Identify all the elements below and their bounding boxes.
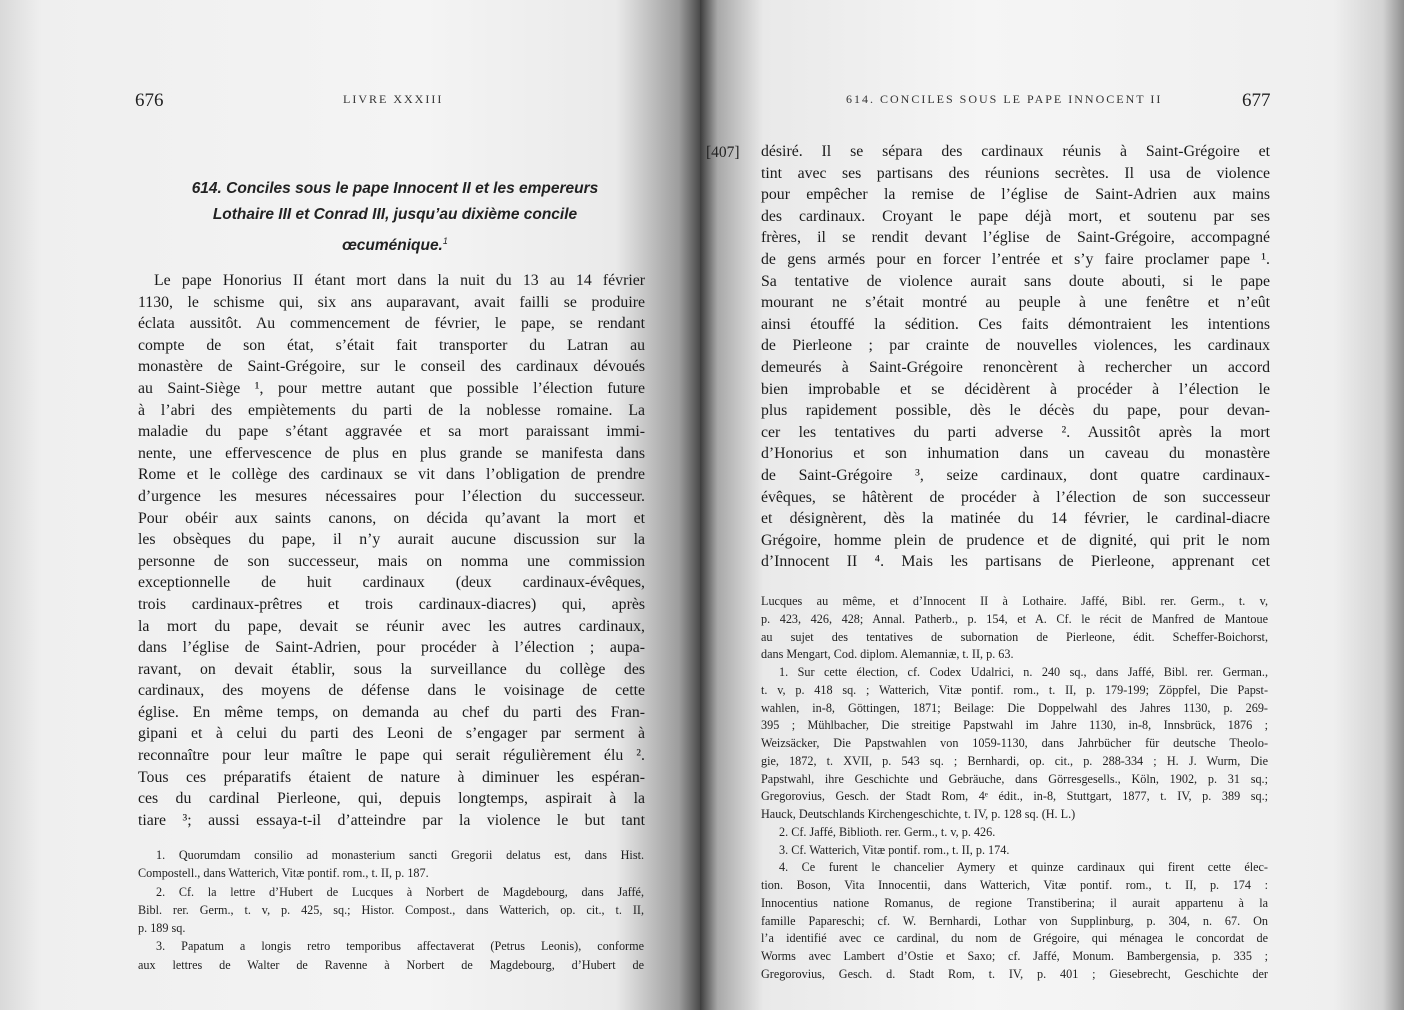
footnote-line: Gregorovius, Gesch. der Stadt Rom, 4ᵉ édit., in-8, Stuttgart, 1877, t. IV, p. 389 sq.; bbox=[761, 789, 1268, 804]
body-line: au Saint-Siège ¹, pour mettre autant que possible l’élection future bbox=[138, 379, 645, 397]
footnote-line: gie, 1872, t. XVII, p. 543 sq. ; Bernhardi, op. cit., p. 288-334 ; H. J. Wurm, Die bbox=[761, 753, 1268, 768]
body-line: demeurés à Saint-Grégoire renoncèrent à rechercher un accord bbox=[761, 358, 1270, 376]
title-line: œcuménique. bbox=[342, 237, 443, 255]
body-line: mourant ne s’était montré au peuple à une fenêtre et n’eût bbox=[761, 294, 1270, 312]
title-note-mark: 1 bbox=[442, 236, 448, 246]
left-page bbox=[0, 0, 700, 1010]
footnote-line: dans Mengart, Cod. diplom. Alemanniæ, t. II, p. 63. bbox=[761, 647, 1014, 662]
footnote-line: Papstwahl, ihre Geschichte und Gebräuche, dans Görresgesells., Köln, 1902, p. 31 sq.; bbox=[761, 771, 1268, 786]
body-line: de Pierleone ; par crainte de nouvelles violences, les cardinaux bbox=[761, 337, 1270, 355]
body-line: dans l’église de Saint-Adrien, pour procéder à l’élection ; aupa- bbox=[138, 639, 645, 657]
right-page-number: 677 bbox=[1242, 90, 1271, 111]
footnote-line: Innocentius natione Romanus, de regione Transtiberina; il aurait appartenu à la bbox=[761, 895, 1268, 910]
footnote-line: 1. Sur cette élection, cf. Codex Udalrici, n. 240 sq., dans Jaffé, Bibl. rer. German., bbox=[779, 665, 1268, 679]
body-line: et désignèrent, dès la matinée du 14 février, le cardinal-diacre bbox=[761, 510, 1270, 528]
footnote-line: p. 189 sq. bbox=[138, 921, 186, 936]
right-footnotes bbox=[761, 593, 1268, 984]
body-line: ravant, on devait établir, sous la surveillance du collège des bbox=[138, 660, 645, 678]
body-line: désiré. Il se sépara des cardinaux réunis à Saint-Grégoire et bbox=[761, 143, 1270, 160]
footnote-line: Compostell., dans Watterich, Vitæ pontif. rom., t. II, p. 187. bbox=[138, 866, 429, 881]
body-line: à l’abri des empiètements du parti de la noblesse romaine. La bbox=[138, 401, 645, 419]
body-line: compte de son état, s’était fait transporter du Latran au bbox=[138, 336, 645, 354]
body-line: bien improbable et se décidèrent à procéder à l’élection le bbox=[761, 380, 1270, 398]
body-line: de Saint-Grégoire ³, seize cardinaux, dont quatre cardinaux- bbox=[761, 466, 1270, 484]
body-line: de gens armés pour en forcer l’entrée et s’y faire proclamer pape ¹. bbox=[761, 250, 1270, 268]
section-title bbox=[145, 176, 645, 259]
body-line: monastère de Saint-Grégoire, sur le conseil des cardinaux dévoués bbox=[138, 358, 645, 376]
footnote-line: Weizsäcker, Die Papstwahlen von 1059-1130, dans Jahrbücher für deutsche Theolo- bbox=[761, 736, 1268, 750]
right-body-text bbox=[761, 141, 1270, 573]
body-line: reconnaître pour leur maître le pape qui serait régulièrement élu ². bbox=[138, 747, 645, 765]
body-line: d’urgence les mesures nécessaires pour l’élection du successeur. bbox=[138, 487, 645, 505]
footnote-line: Bibl. rer. Germ., t. v, p. 425, sq.; Histor. Compost., dans Watterich, op. cit., t. II, bbox=[138, 902, 644, 917]
footnote-line: 3. Cf. Watterich, Vitæ pontif. rom., t. II, p. 174. bbox=[779, 842, 1010, 857]
footnote-line: Gregorovius, Gesch. d. Stadt Rom, t. IV, p. 401 ; Giesebrecht, Geschichte der bbox=[761, 966, 1268, 981]
title-line: 614. Conciles sous le pape Innocent II et les empereurs bbox=[191, 180, 599, 197]
left-running-head: LIVRE XXXIII bbox=[343, 92, 444, 106]
footnote-line: p. 423, 426, 428; Annal. Patherb., p. 154, et A. Cf. le récit de Manfred de Mantoue bbox=[761, 611, 1268, 626]
footnote-line: 1. Quorumdam consilio ad monasterium sancti Gregorii delatus est, dans Hist. bbox=[156, 848, 644, 862]
body-line: église. En même temps, on demanda au chef du parti des Fran- bbox=[138, 703, 645, 721]
body-line: 1130, le schisme qui, six ans auparavant, avait failli se produire bbox=[138, 293, 645, 311]
body-line: personne de son successeur, mais on nomma une commission bbox=[138, 552, 645, 570]
body-line: gipani et à celui du parti des Leoni de s’engager par serment à bbox=[138, 725, 645, 743]
footnote-line: 2. Cf. la lettre d’Hubert de Lucques à Norbert de Magdebourg, dans Jaffé, bbox=[156, 884, 644, 899]
footnote-line: Hauck, Deutschlands Kirchengeschichte, t. IV, p. 128 sq. (H. L.) bbox=[761, 807, 1076, 821]
footnote-line: wahlen, in-8, Göttingen, 1871; Beilage: Die Doppelwahl des Jahres 1130, p. 269- bbox=[761, 700, 1268, 715]
footnote-line: Worms avec Lambert d’Ostie et Saxo; cf. Jaffé, Monum. Bambergensia, p. 335 ; bbox=[761, 949, 1268, 963]
body-line: cer les tentatives du parti adverse ². Aussitôt après la mort bbox=[761, 423, 1270, 441]
footnote-line: 3. Papatum a longis retro temporibus affectaverat (Petrus Leonis), conforme bbox=[156, 939, 644, 954]
body-line: frères, il se rendit devant l’église de Saint-Grégoire, accompagné bbox=[761, 229, 1270, 247]
footnote-line: aux lettres de Walter de Ravenne à Norbert de Magdebourg, d’Hubert de bbox=[138, 957, 644, 972]
body-line: les obsèques du pape, il n’y aurait aucune discussion sur la bbox=[138, 531, 645, 549]
footnote-line: t. v, p. 418 sq. ; Watterich, Vitæ pontif. rom., t. II, p. 179-199; Zöppfel, Die Papst- bbox=[761, 682, 1268, 697]
body-line: Grégoire, homme plein de prudence et de dignité, qui prit le nom bbox=[761, 531, 1270, 549]
left-footnotes bbox=[138, 846, 644, 974]
body-line: Le pape Honorius II étant mort dans la nuit du 13 au 14 février bbox=[154, 272, 645, 289]
footnote-line: tion. Boson, Vita Innocentii, dans Watterich, Vitæ pontif. rom., t. II, p. 174 : bbox=[761, 878, 1268, 892]
body-line: Pour obéir aux saints canons, on décida qu’avant la mort et bbox=[138, 509, 645, 527]
footnote-line: famille Papareschi; cf. W. Bernhardi, Lothar von Supplinburg, p. 304, n. 67. On bbox=[761, 913, 1268, 928]
body-line: plus rapidement possible, dès le décès du pape, pour devan- bbox=[761, 402, 1270, 420]
body-line: tint avec ses partisans des réunions secrètes. Il usa de violence bbox=[761, 164, 1270, 182]
left-body-text bbox=[138, 270, 645, 831]
body-line: éclata aussitôt. Au commencement de février, le pape, se rendant bbox=[138, 315, 645, 333]
body-line: Tous ces préparatifs étaient de nature à diminuer les espéran- bbox=[138, 768, 645, 786]
footnote-line: 395 ; Mühlbacher, Die streitige Papstwahl im Jahre 1130, in-8, Innsbrück, 1876 ; bbox=[761, 718, 1268, 733]
footnote-line: l’a identifié avec ce cardinal, du nom de Grégoire, qui ménagea le concordat de bbox=[761, 931, 1268, 946]
body-line: ces du cardinal Pierleone, qui, depuis longtemps, aspirait à la bbox=[138, 790, 645, 808]
body-line: d’Innocent II ⁴. Mais les partisans de Pierleone, apprenant cet bbox=[761, 553, 1270, 571]
body-line: trois cardinaux-prêtres et trois cardinaux-diacres) qui, après bbox=[138, 595, 645, 613]
body-line: cardinaux, des moyens de défense dans le voisinage de cette bbox=[138, 682, 645, 700]
footnote-line: 2. Cf. Jaffé, Biblioth. rer. Germ., t. v, p. 426. bbox=[779, 824, 996, 839]
body-line: exceptionnelle de huit cardinaux (deux cardinaux-évêques, bbox=[138, 574, 645, 592]
body-line: Rome et le collège des cardinaux se vit dans l’obligation de prendre bbox=[138, 466, 645, 484]
right-page bbox=[700, 0, 1404, 1010]
right-running-head: 614. CONCILES SOUS LE PAPE INNOCENT II bbox=[846, 92, 1163, 106]
title-line: Lothaire III et Conrad III, jusqu’au dixième concile bbox=[212, 206, 578, 223]
footnote-line: 4. Ce furent le chancelier Aymery et quinze cardinaux qui firent cette élec- bbox=[779, 860, 1268, 875]
body-line: la mort du pape, devait se réunir avec les autres cardinaux, bbox=[138, 617, 645, 635]
footnote-line: Lucques au même, et d’Innocent II à Lothaire. Jaffé, Bibl. rer. Germ., t. v, bbox=[761, 594, 1268, 608]
body-line: pour empêcher la remise de l’église de Saint-Adrien aux mains bbox=[761, 186, 1270, 204]
body-line: nente, une effervescence de plus en plus grande se manifesta dans bbox=[138, 444, 645, 462]
title-line-last bbox=[145, 228, 645, 259]
margin-reference: [407] bbox=[706, 144, 740, 161]
body-line: ainsi étouffé la sédition. Ces faits démontraient les intentions bbox=[761, 315, 1270, 333]
body-line: d’Honorius et son inhumation dans un caveau du monastère bbox=[761, 445, 1270, 463]
body-line: des cardinaux. Croyant le pape déjà mort, et soutenu par ses bbox=[761, 207, 1270, 225]
body-line: Sa tentative de violence aurait sans doute abouti, si le pape bbox=[761, 272, 1270, 290]
left-page-number: 676 bbox=[135, 90, 164, 111]
body-line: tiare ³; aussi essaya-t-il d’atteindre par la violence le but tant bbox=[138, 811, 645, 829]
footnote-line: au sujet des tentatives de subornation de Pierleone, édit. Scheffer-Boichorst, bbox=[761, 629, 1268, 644]
body-line: maladie du pape s’étant aggravée et sa mort paraissant immi- bbox=[138, 423, 645, 441]
body-line: évêques, se hâtèrent de procéder à l’élection de son successeur bbox=[761, 488, 1270, 506]
